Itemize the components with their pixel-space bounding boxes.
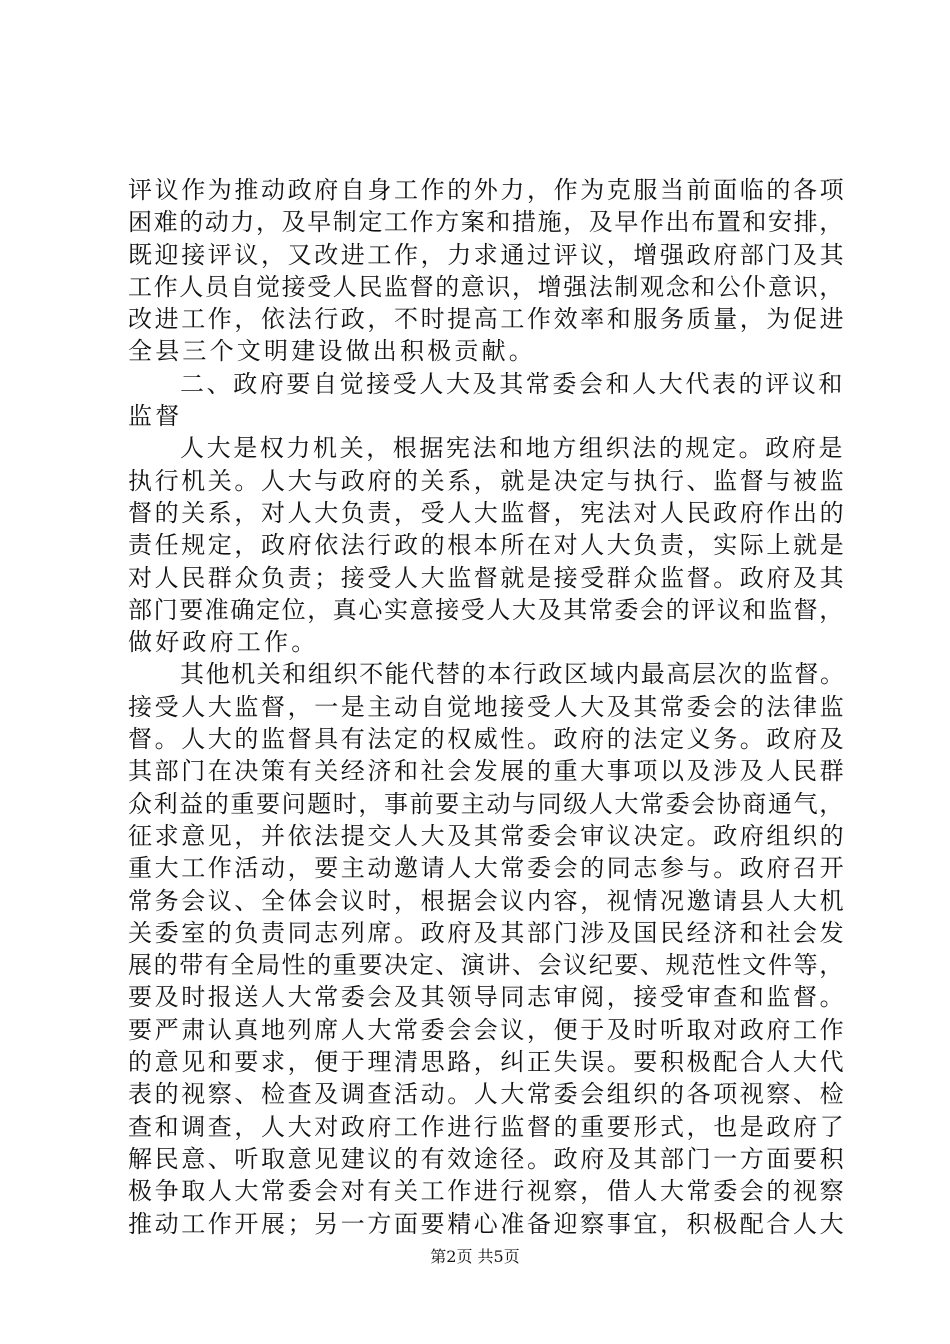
text-line: 众利益的重要问题时，事前要主动与同级人大常委会协商通气，: [128, 789, 845, 818]
text-line: 征求意见，并依法提交人大及其常委会审议决定。政府组织的: [128, 821, 847, 850]
text-line: 人大是权力机关，根据宪法和地方组织法的规定。政府是: [180, 434, 845, 463]
text-line: 做好政府工作。: [128, 628, 319, 657]
text-line: 既迎接评议，又改进工作，力求通过评议，增强政府部门及其: [128, 240, 847, 269]
text-line: 督。人大的监督具有法定的权威性。政府的法定义务。政府及: [128, 725, 847, 754]
text-line: 其部门在决策有关经济和社会发展的重大事项以及涉及人民群: [128, 757, 847, 786]
text-line: 执行机关。人大与政府的关系，就是决定与执行、监督与被监: [128, 466, 847, 495]
page-number-footer: 第2页 共5页: [430, 1247, 520, 1266]
text-line: 推动工作开展；另一方面要精心准备迎察事宜，积极配合人大: [128, 1209, 847, 1238]
text-line: 督的关系，对人大负责，受人大监督，宪法对人民政府作出的: [128, 498, 847, 527]
text-line: 重大工作活动，要主动邀请人大常委会的同志参与。政府召开: [128, 854, 847, 883]
section-heading: 二、政府要自觉接受人大及其常委会和人大代表的评议和: [180, 369, 845, 398]
text-line: 对人民群众负责；接受人大监督就是接受群众监督。政府及其: [128, 563, 847, 592]
text-line: 要及时报送人大常委会及其领导同志审阅，接受审查和监督。: [128, 983, 847, 1012]
text-line: 困难的动力，及早制定工作方案和措施，及早作出布置和安排，: [128, 208, 845, 237]
text-line: 展的带有全局性的重要决定、演讲、会议纪要、规范性文件等，: [128, 951, 845, 980]
text-line: 其他机关和组织不能代替的本行政区域内最高层次的监督。: [180, 660, 846, 689]
text-line: 要严肃认真地列席人大常委会会议，便于及时听取对政府工作: [128, 1015, 847, 1044]
text-line: 全县三个文明建设做出积极贡献。: [128, 337, 536, 366]
text-line: 部门要准确定位，真心实意接受人大及其常委会的评议和监督，: [128, 595, 845, 624]
text-line: 改进工作，依法行政，不时提高工作效率和服务质量，为促进: [128, 305, 847, 334]
text-line: 的意见和要求，便于理清思路，纠正失误。要积极配合人大代: [128, 1048, 847, 1077]
text-line: 表的视察、检查及调查活动。人大常委会组织的各项视察、检: [128, 1080, 847, 1109]
section-heading-continued: 监督: [128, 402, 183, 431]
text-line: 评议作为推动政府自身工作的外力，作为克服当前面临的各项: [128, 176, 847, 204]
document-body: [128, 174, 848, 1240]
text-line: 工作人员自觉接受人民监督的意识，增强法制观念和公仆意识，: [128, 272, 845, 301]
text-line: 常务会议、全体会议时，根据会议内容，视情况邀请县人大机: [128, 886, 847, 915]
text-line: 查和调查，人大对政府工作进行监督的重要形式，也是政府了: [128, 1112, 847, 1141]
text-line: 解民意、听取意见建议的有效途径。政府及其部门一方面要积: [128, 1144, 847, 1173]
text-line: 关委室的负责同志列席。政府及其部门涉及国民经济和社会发: [128, 918, 847, 947]
text-line: 接受人大监督，一是主动自觉地接受人大及其常委会的法律监: [128, 692, 847, 721]
text-line: 责任规定，政府依法行政的根本所在对人大负责，实际上就是: [128, 531, 847, 560]
text-line: 极争取人大常委会对有关工作进行视察，借人大常委会的视察: [128, 1177, 847, 1206]
